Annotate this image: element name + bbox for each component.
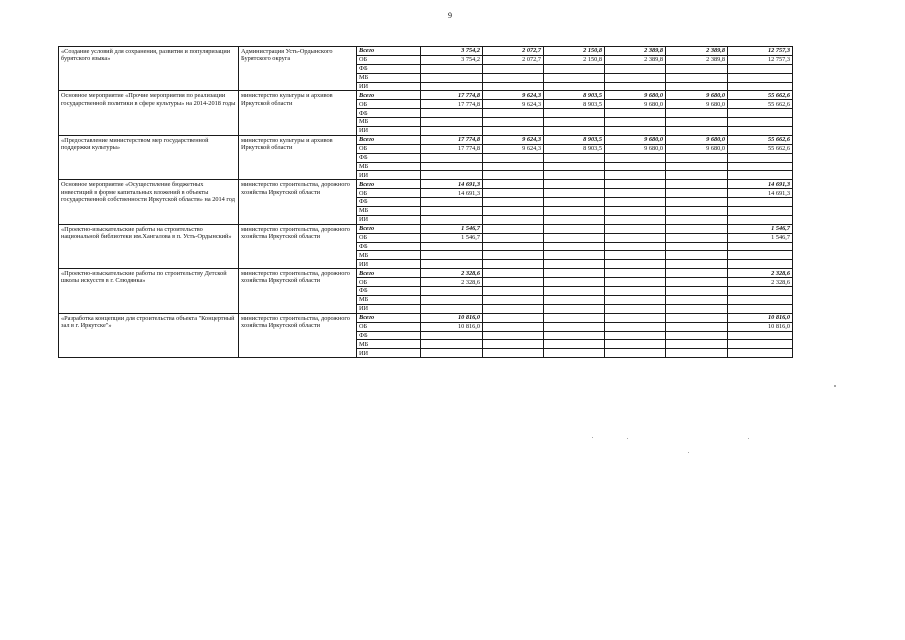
funding-source-label: МБ [357,251,421,260]
year-value-cell: 8 903,5 [544,144,605,153]
year-value-cell [605,171,666,180]
total-value-cell [728,260,793,269]
funding-source-label: Всего [357,91,421,100]
funding-source-label: ОБ [357,233,421,242]
executor-name: министерство строительства, дорожного хозяйства Иркутской области [239,224,357,268]
measure-name: «Разработка концепции для строительства объекта "Концертный зал в г. Иркутске"» [59,313,239,357]
year-value-cell: 10 816,0 [421,322,483,331]
scan-speck [834,385,836,387]
total-value-cell: 14 691,3 [728,180,793,189]
year-value-cell: 14 691,3 [421,189,483,198]
year-value-cell [483,153,544,162]
year-value-cell [544,295,605,304]
total-value-cell: 2 328,6 [728,278,793,287]
year-value-cell [544,180,605,189]
year-value-cell [605,313,666,322]
funding-source-label: Всего [357,224,421,233]
year-value-cell [483,349,544,358]
year-value-cell [605,260,666,269]
year-value-cell [421,242,483,251]
funding-source-label: Всего [357,313,421,322]
year-value-cell [666,278,728,287]
total-value-cell [728,109,793,118]
funding-source-label: ФБ [357,287,421,296]
year-value-cell [483,207,544,216]
total-value-cell [728,127,793,136]
funding-source-label: Всего [357,135,421,144]
funding-source-label: МБ [357,207,421,216]
year-value-cell [421,198,483,207]
year-value-cell [666,224,728,233]
year-value-cell [483,295,544,304]
year-value-cell [605,269,666,278]
scan-speck [592,437,593,438]
year-value-cell [605,251,666,260]
year-value-cell: 9 624,3 [483,91,544,100]
total-value-cell [728,295,793,304]
year-value-cell: 17 774,8 [421,91,483,100]
year-value-cell [544,127,605,136]
funding-source-label: МБ [357,162,421,171]
year-value-cell [605,224,666,233]
year-value-cell [544,153,605,162]
measure-name: «Проектно-изыскательские работы по строительству Детской школы искусств в г. Слюдянка» [59,269,239,313]
year-value-cell [421,162,483,171]
year-value-cell [544,162,605,171]
year-value-cell [483,224,544,233]
year-value-cell: 9 624,3 [483,100,544,109]
year-value-cell [605,242,666,251]
year-value-cell [605,287,666,296]
year-value-cell [544,287,605,296]
funding-source-label: ОБ [357,278,421,287]
page-number: 9 [448,11,452,20]
year-value-cell [605,331,666,340]
funding-source-label: МБ [357,295,421,304]
year-value-cell [666,118,728,127]
year-value-cell: 3 754,2 [421,55,483,64]
total-value-cell: 10 816,0 [728,322,793,331]
year-value-cell [421,82,483,91]
executor-name: Администрация Усть-Ордынского Бурятского округа [239,47,357,91]
year-value-cell [666,180,728,189]
year-value-cell [666,153,728,162]
year-value-cell: 17 774,8 [421,135,483,144]
total-value-cell [728,340,793,349]
funding-source-label: ИИ [357,127,421,136]
year-value-cell [421,127,483,136]
year-value-cell: 2 389,8 [605,55,666,64]
year-value-cell [421,260,483,269]
year-value-cell [421,207,483,216]
year-value-cell [483,331,544,340]
year-value-cell [483,313,544,322]
year-value-cell [605,233,666,242]
table-row [59,269,793,278]
year-value-cell [544,224,605,233]
total-value-cell [728,349,793,358]
year-value-cell: 2 328,6 [421,269,483,278]
total-value-cell [728,82,793,91]
year-value-cell: 8 903,5 [544,91,605,100]
year-value-cell [605,109,666,118]
total-value-cell: 12 757,3 [728,55,793,64]
year-value-cell: 9 680,0 [605,135,666,144]
funding-source-label: ИИ [357,171,421,180]
year-value-cell: 2 150,8 [544,55,605,64]
funding-source-label: МБ [357,118,421,127]
year-value-cell: 8 903,5 [544,100,605,109]
year-value-cell [544,242,605,251]
year-value-cell [421,153,483,162]
executor-name: министерство строительства, дорожного хозяйства Иркутской области [239,269,357,313]
year-value-cell [605,295,666,304]
year-value-cell: 2 389,8 [666,55,728,64]
funding-source-label: ФБ [357,331,421,340]
measure-name: «Создание условий для сохранения, развития и популяризации бурятского языка» [59,47,239,91]
table-row [59,313,793,322]
year-value-cell [666,269,728,278]
funding-source-label: МБ [357,340,421,349]
total-value-cell [728,171,793,180]
year-value-cell [605,189,666,198]
measure-name: «Проектно-изыскательские работы на строительство национальной библиотеки им.Хангалова в п. Усть-Ордынский» [59,224,239,268]
total-value-cell: 2 328,6 [728,269,793,278]
year-value-cell [666,242,728,251]
total-value-cell: 12 757,3 [728,47,793,56]
year-value-cell [666,64,728,73]
year-value-cell [605,198,666,207]
table-row [59,47,793,56]
table-row [59,180,793,189]
funding-source-label: ИИ [357,82,421,91]
year-value-cell [605,278,666,287]
total-value-cell: 55 662,6 [728,144,793,153]
executor-name: министерство строительства, дорожного хозяйства Иркутской области [239,313,357,357]
year-value-cell [421,73,483,82]
year-value-cell: 2 150,8 [544,47,605,56]
year-value-cell [605,153,666,162]
funding-source-label: ИИ [357,349,421,358]
total-value-cell [728,251,793,260]
year-value-cell [605,127,666,136]
year-value-cell: 10 816,0 [421,313,483,322]
year-value-cell: 3 754,2 [421,47,483,56]
total-value-cell: 1 546,7 [728,224,793,233]
year-value-cell: 17 774,8 [421,100,483,109]
year-value-cell [666,171,728,180]
budget-table [58,46,793,358]
year-value-cell: 9 680,0 [666,144,728,153]
year-value-cell [666,207,728,216]
funding-source-label: ОБ [357,144,421,153]
year-value-cell [483,180,544,189]
year-value-cell [483,322,544,331]
year-value-cell: 9 624,3 [483,144,544,153]
year-value-cell [544,331,605,340]
total-value-cell [728,215,793,224]
funding-source-label: ИИ [357,215,421,224]
year-value-cell [544,233,605,242]
table-row [59,224,793,233]
year-value-cell: 2 389,8 [605,47,666,56]
year-value-cell [483,82,544,91]
year-value-cell [483,215,544,224]
scan-speck [627,438,628,439]
year-value-cell [605,73,666,82]
year-value-cell [544,82,605,91]
year-value-cell [544,109,605,118]
year-value-cell [483,233,544,242]
year-value-cell [483,340,544,349]
year-value-cell [666,331,728,340]
year-value-cell [666,349,728,358]
year-value-cell [483,198,544,207]
executor-name: министерство культуры и архивов Иркутской области [239,91,357,135]
year-value-cell [544,171,605,180]
year-value-cell [544,73,605,82]
year-value-cell [666,189,728,198]
year-value-cell [421,304,483,313]
year-value-cell [666,127,728,136]
year-value-cell: 1 546,7 [421,224,483,233]
year-value-cell [605,162,666,171]
year-value-cell [544,260,605,269]
year-value-cell [483,251,544,260]
year-value-cell [483,64,544,73]
funding-source-label: ФБ [357,64,421,73]
year-value-cell [544,198,605,207]
year-value-cell [544,189,605,198]
funding-source-label: ОБ [357,189,421,198]
total-value-cell: 14 691,3 [728,189,793,198]
total-value-cell [728,198,793,207]
year-value-cell: 9 680,0 [605,144,666,153]
year-value-cell [666,109,728,118]
funding-source-label: ОБ [357,55,421,64]
year-value-cell: 9 680,0 [605,91,666,100]
year-value-cell [421,171,483,180]
total-value-cell: 55 662,6 [728,91,793,100]
year-value-cell: 2 072,7 [483,55,544,64]
year-value-cell: 2 072,7 [483,47,544,56]
year-value-cell [666,260,728,269]
year-value-cell [666,233,728,242]
measure-name: Основное мероприятие «Осуществление бюджетных инвестиций в форме капитальных вложений в объекты государственной собственности Иркутской области» на 2014 год [59,180,239,224]
year-value-cell [421,64,483,73]
year-value-cell [421,251,483,260]
scan-speck [688,452,689,453]
table-row [59,91,793,100]
total-value-cell [728,64,793,73]
year-value-cell [544,278,605,287]
year-value-cell [483,278,544,287]
funding-source-label: Всего [357,47,421,56]
year-value-cell [666,313,728,322]
funding-source-label: ИИ [357,260,421,269]
year-value-cell [666,295,728,304]
executor-name: министерство культуры и архивов Иркутской области [239,135,357,179]
funding-source-label: ФБ [357,153,421,162]
year-value-cell: 9 680,0 [666,100,728,109]
year-value-cell [605,118,666,127]
year-value-cell [544,118,605,127]
year-value-cell [483,242,544,251]
year-value-cell: 17 774,8 [421,144,483,153]
year-value-cell [605,180,666,189]
year-value-cell [483,260,544,269]
year-value-cell [544,215,605,224]
year-value-cell [483,162,544,171]
year-value-cell [544,340,605,349]
year-value-cell [666,198,728,207]
year-value-cell: 9 624,3 [483,135,544,144]
year-value-cell [666,162,728,171]
year-value-cell [666,82,728,91]
table-row [59,135,793,144]
year-value-cell [666,340,728,349]
year-value-cell [421,118,483,127]
executor-name: министерство строительства, дорожного хозяйства Иркутской области [239,180,357,224]
total-value-cell [728,153,793,162]
year-value-cell: 2 328,6 [421,278,483,287]
funding-source-label: ОБ [357,100,421,109]
year-value-cell [605,340,666,349]
year-value-cell [483,269,544,278]
funding-source-label: ОБ [357,322,421,331]
total-value-cell: 1 546,7 [728,233,793,242]
year-value-cell [483,73,544,82]
year-value-cell [483,118,544,127]
year-value-cell [483,127,544,136]
year-value-cell [544,322,605,331]
year-value-cell [483,171,544,180]
year-value-cell [421,340,483,349]
year-value-cell [421,331,483,340]
total-value-cell [728,73,793,82]
funding-source-label: Всего [357,269,421,278]
year-value-cell [421,295,483,304]
year-value-cell [666,304,728,313]
year-value-cell [483,304,544,313]
year-value-cell [666,287,728,296]
total-value-cell [728,162,793,171]
year-value-cell [483,189,544,198]
funding-source-label: ФБ [357,242,421,251]
year-value-cell [605,322,666,331]
year-value-cell [544,64,605,73]
year-value-cell: 9 680,0 [666,91,728,100]
year-value-cell [421,349,483,358]
year-value-cell [483,109,544,118]
year-value-cell [666,215,728,224]
year-value-cell [605,82,666,91]
funding-source-label: ФБ [357,109,421,118]
total-value-cell [728,331,793,340]
funding-source-label: ИИ [357,304,421,313]
year-value-cell [666,73,728,82]
total-value-cell [728,287,793,296]
year-value-cell [605,304,666,313]
measure-name: «Предоставление министерством мер государственной поддержки культуры» [59,135,239,179]
year-value-cell [605,207,666,216]
year-value-cell [666,322,728,331]
year-value-cell [421,109,483,118]
funding-source-label: МБ [357,73,421,82]
total-value-cell [728,118,793,127]
year-value-cell: 14 691,3 [421,180,483,189]
year-value-cell [605,215,666,224]
total-value-cell: 10 816,0 [728,313,793,322]
scan-speck [748,438,749,439]
year-value-cell [666,251,728,260]
total-value-cell: 55 662,6 [728,100,793,109]
year-value-cell: 9 680,0 [666,135,728,144]
year-value-cell [605,64,666,73]
year-value-cell [605,349,666,358]
total-value-cell [728,207,793,216]
total-value-cell [728,304,793,313]
year-value-cell [544,313,605,322]
year-value-cell [544,207,605,216]
measure-name: Основное мероприятие «Прочие мероприятия по реализации государственной политики в сфере культуры» на 2014-2018 годы [59,91,239,135]
year-value-cell [421,287,483,296]
year-value-cell [544,304,605,313]
year-value-cell [544,349,605,358]
year-value-cell [544,251,605,260]
funding-source-label: ФБ [357,198,421,207]
total-value-cell [728,242,793,251]
year-value-cell [421,215,483,224]
year-value-cell: 2 389,8 [666,47,728,56]
year-value-cell: 1 546,7 [421,233,483,242]
year-value-cell: 9 680,0 [605,100,666,109]
year-value-cell: 8 903,5 [544,135,605,144]
total-value-cell: 55 662,6 [728,135,793,144]
funding-source-label: Всего [357,180,421,189]
year-value-cell [483,287,544,296]
year-value-cell [544,269,605,278]
